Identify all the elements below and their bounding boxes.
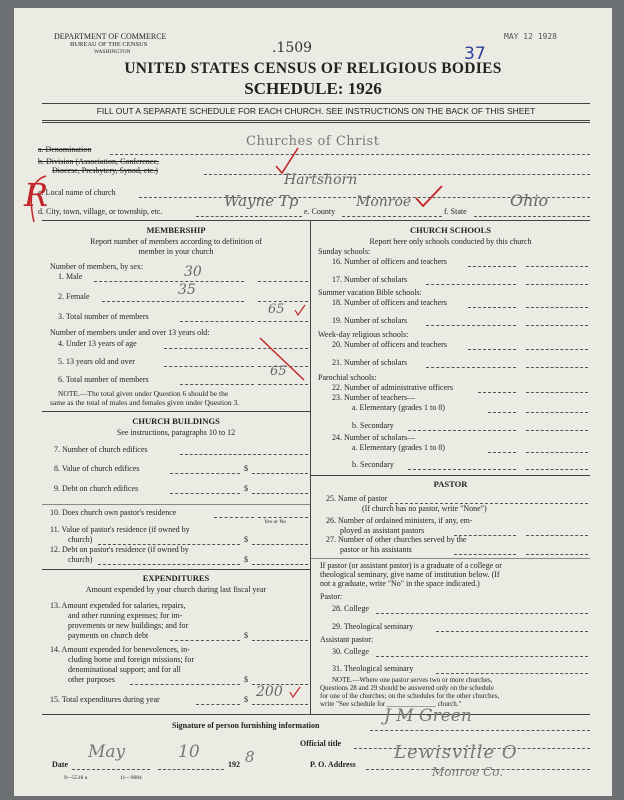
q17-label: 17. Number of scholars bbox=[332, 275, 408, 284]
q27-box-line bbox=[526, 554, 588, 555]
rule bbox=[42, 714, 590, 715]
q16-label: 16. Number of officers and teachers bbox=[332, 257, 447, 266]
schools-intro: Report here only schools conducted by this church bbox=[369, 237, 532, 246]
city-line bbox=[196, 216, 302, 217]
received-stamp: MAY 12 1928 bbox=[504, 32, 557, 41]
schedule-number: .1509 bbox=[272, 40, 313, 56]
q12-dollar: $ bbox=[244, 555, 248, 564]
q3-line bbox=[180, 321, 254, 322]
q22-line bbox=[478, 392, 516, 393]
county-line bbox=[342, 216, 442, 217]
q31-label: 31. Theological seminary bbox=[332, 664, 414, 673]
pastor-title: PASTOR bbox=[433, 479, 468, 489]
q29-line bbox=[436, 631, 588, 632]
q9-dollar: $ bbox=[244, 484, 248, 493]
q13-line bbox=[170, 640, 240, 641]
q30-label: 30. College bbox=[332, 647, 369, 656]
q21-line bbox=[426, 367, 516, 368]
q23-label: 23. Number of teachers— bbox=[332, 393, 416, 402]
q18-label: 18. Number of officers and teachers bbox=[332, 298, 447, 307]
margin-bracket-icon bbox=[20, 174, 50, 226]
q8-dollar: $ bbox=[244, 464, 248, 473]
pastor-note-4: write "See schedule for ______________ church." bbox=[320, 700, 462, 708]
signature-value[interactable]: J M Green bbox=[384, 706, 472, 726]
buildings-sub: See instructions, paragraphs 10 to 12 bbox=[116, 428, 236, 437]
rule bbox=[42, 122, 590, 123]
denomination-value[interactable]: Churches of Christ bbox=[246, 134, 380, 149]
q1-box-line bbox=[258, 281, 308, 282]
q13-line-4: payments on church debt bbox=[68, 631, 149, 640]
q14-line-4: other purposes bbox=[68, 675, 115, 684]
date-month[interactable]: May bbox=[88, 742, 126, 762]
q24b-label: b. Secondary bbox=[352, 460, 394, 469]
assistant-sub-heading: Assistant pastor: bbox=[320, 635, 374, 644]
form-subtitle: SCHEDULE: 1926 bbox=[244, 79, 382, 98]
q23a-label: a. Elementary (grades 1 to 8) bbox=[352, 403, 445, 412]
instruction-line: FILL OUT A SEPARATE SCHEDULE FOR EACH CHURCH. SEE INSTRUCTIONS ON THE BACK OF THIS SHEET bbox=[96, 106, 536, 116]
print-number: 11—9084 bbox=[120, 775, 142, 781]
q17-box-line bbox=[526, 284, 588, 285]
q15-dollar: $ bbox=[244, 695, 248, 704]
q10-line bbox=[214, 517, 254, 518]
q4-line bbox=[164, 348, 254, 349]
q23b-box-line bbox=[526, 430, 588, 431]
q6-label: 6. Total number of members bbox=[58, 375, 149, 384]
signature-label: Signature of person furnishing information bbox=[172, 721, 320, 730]
sunday-heading: Sunday schools: bbox=[318, 247, 371, 256]
q24-label: 24. Number of scholars— bbox=[332, 433, 416, 442]
buildings-title: CHURCH BUILDINGS bbox=[132, 416, 220, 426]
pastor-note-2: Questions 28 and 29 should be answered only on the schedule bbox=[320, 684, 494, 692]
pastor-note-1: NOTE.—Where one pastor serves two or more churches, bbox=[332, 676, 493, 684]
q8-label: 8. Value of church edifices bbox=[54, 464, 140, 473]
q23b-label: b. Secondary bbox=[352, 421, 394, 430]
bureau-name: BUREAU OF THE CENSUS bbox=[70, 41, 148, 48]
checkmark-icon bbox=[412, 184, 446, 210]
q3-value[interactable]: 65 bbox=[268, 302, 285, 317]
q8-box-line bbox=[252, 473, 308, 474]
q24a-label: a. Elementary (grades 1 to 8) bbox=[352, 443, 445, 452]
q13-line-2: and other running expenses; for im- bbox=[68, 611, 183, 620]
q14-line-1: 14. Amount expended for benevolences, in- bbox=[50, 645, 190, 654]
q26-label-1: 26. Number of ordained ministers, if any, em- bbox=[326, 516, 473, 525]
q13-box-line bbox=[252, 640, 308, 641]
q18-line bbox=[468, 307, 516, 308]
q4-label: 4. Under 13 years of age bbox=[58, 339, 137, 348]
q6-box-line bbox=[258, 384, 308, 385]
membership-title: MEMBERSHIP bbox=[146, 225, 206, 235]
q10-box-line bbox=[258, 517, 308, 518]
date-day-line bbox=[158, 769, 224, 770]
date-year-suffix[interactable]: 8 bbox=[245, 748, 255, 766]
q26-box-line bbox=[526, 535, 588, 536]
weekday-heading: Week-day religious schools: bbox=[318, 330, 409, 339]
q18-box-line bbox=[526, 307, 588, 308]
q31-line bbox=[436, 673, 588, 674]
q7-label: 7. Number of church edifices bbox=[54, 445, 148, 454]
q12-line bbox=[98, 564, 240, 565]
q12-label-1: 12. Debt on pastor's residence (if owned by bbox=[50, 545, 189, 554]
by-sex-label: Number of members, by sex: bbox=[50, 262, 144, 271]
local-name-value[interactable]: Hartshorn bbox=[284, 172, 358, 188]
margin-mark: R bbox=[24, 176, 49, 214]
date-year-prefix: 192 bbox=[228, 760, 240, 769]
q2-value[interactable]: 35 bbox=[178, 282, 196, 298]
q15-box-line bbox=[252, 704, 308, 705]
q22-label: 22. Number of administrative officers bbox=[332, 383, 453, 392]
graduate-note-2: theological seminary, give name of institution below. (If bbox=[320, 570, 500, 579]
date-label: Date bbox=[52, 760, 68, 769]
po-address-label: P. O. Address bbox=[310, 760, 356, 769]
pastor-note-3: for one of the churches; on the schedules for the other churches, bbox=[320, 692, 500, 700]
q24a-line bbox=[488, 452, 516, 453]
q15-line bbox=[196, 704, 240, 705]
q16-line bbox=[468, 266, 516, 267]
q3-box-line bbox=[258, 321, 308, 322]
form-number: 9—5518 a bbox=[64, 775, 88, 781]
division-label-1: b. Division (Association, Conference, bbox=[38, 157, 159, 166]
rule bbox=[311, 558, 590, 559]
dept-name: DEPARTMENT OF COMMERCE bbox=[54, 32, 167, 41]
q6-value[interactable]: 65 bbox=[270, 364, 287, 379]
graduate-note-1: If pastor (or assistant pastor) is a graduate of a college or bbox=[320, 561, 502, 570]
checkmark-icon bbox=[294, 304, 306, 316]
pastor-sub-heading: Pastor: bbox=[320, 592, 343, 601]
blue-number: 37 bbox=[464, 44, 486, 64]
q19-box-line bbox=[526, 325, 588, 326]
q1-line bbox=[94, 281, 244, 282]
po-address-value-2[interactable]: Monroe Co. bbox=[432, 765, 504, 779]
q10-label: 10. Does church own pastor's residence bbox=[50, 508, 177, 517]
q12-label-2: church) bbox=[68, 555, 93, 564]
official-title-label: Official title bbox=[300, 739, 342, 748]
column-divider bbox=[310, 220, 311, 714]
checkmark-icon bbox=[272, 146, 302, 174]
graduate-note-3: not a graduate, write "No" in the space indicated.) bbox=[320, 579, 480, 588]
signature-line bbox=[370, 730, 590, 731]
q9-line bbox=[170, 493, 240, 494]
rule bbox=[311, 475, 590, 476]
q7-box-line bbox=[258, 454, 308, 455]
membership-note-2: same as the total of males and females given under Question 3. bbox=[50, 398, 240, 407]
q14-line-3: denominational support; and for all bbox=[68, 665, 181, 674]
q11-label-2: church) bbox=[68, 535, 93, 544]
q30-line bbox=[376, 656, 588, 657]
q15-label: 15. Total expenditures during year bbox=[50, 695, 160, 704]
q1-label: 1. Male bbox=[58, 272, 83, 281]
expenditures-sub: Amount expended by your church during last fiscal year bbox=[85, 585, 267, 594]
q17-line bbox=[426, 284, 516, 285]
q27-line bbox=[454, 554, 516, 555]
rule bbox=[42, 569, 310, 570]
q13-dollar: $ bbox=[244, 631, 248, 640]
division-label-2: Diocese, Presbytery, Synod, etc.) bbox=[52, 166, 158, 175]
q11-dollar: $ bbox=[244, 535, 248, 544]
local-name-label: c. Local name of church bbox=[38, 188, 116, 197]
q20-box-line bbox=[526, 349, 588, 350]
date-month-line bbox=[72, 769, 150, 770]
q3-label: 3. Total number of members bbox=[58, 312, 149, 321]
rule bbox=[42, 504, 310, 505]
q8-line bbox=[170, 473, 240, 474]
q19-label: 19. Number of scholars bbox=[332, 316, 408, 325]
q27-label-2: pastor or his assistants bbox=[340, 545, 412, 554]
age-heading: Number of members under and over 13 years old: bbox=[50, 328, 210, 337]
q22-box-line bbox=[526, 392, 588, 393]
rule bbox=[42, 120, 590, 121]
rule bbox=[42, 103, 590, 104]
q25-label: 25. Name of pastor bbox=[326, 494, 388, 503]
state-line bbox=[474, 216, 590, 217]
q23b-line bbox=[408, 430, 516, 431]
expenditures-title: EXPENDITURES bbox=[142, 573, 210, 583]
state-label: f. State bbox=[444, 207, 467, 216]
q29-label: 29. Theological seminary bbox=[332, 622, 414, 631]
q12-box-line bbox=[252, 564, 308, 565]
q14-line-2: cluding home and foreign missions; for bbox=[68, 655, 194, 664]
q11-label-1: 11. Value of pastor's residence (if owned by bbox=[50, 525, 190, 534]
census-schedule-sheet bbox=[14, 8, 612, 796]
q2-label: 2. Female bbox=[58, 292, 90, 301]
county-value[interactable]: Monroe bbox=[356, 194, 412, 210]
q27-label-1: 27. Number of other churches served by the bbox=[326, 535, 467, 544]
rule bbox=[42, 411, 310, 412]
parochial-heading: Parochial schools: bbox=[318, 373, 377, 382]
schools-title: CHURCH SCHOOLS bbox=[410, 225, 491, 235]
q19-line bbox=[426, 325, 516, 326]
q26-label-2: ployed as assistant pastors bbox=[340, 526, 425, 535]
q5-label: 5. 13 years old and over bbox=[58, 357, 135, 366]
q15-value[interactable]: 200 bbox=[256, 684, 283, 700]
q7-line bbox=[180, 454, 256, 455]
denomination-line bbox=[110, 154, 590, 155]
bureau-city: WASHINGTON bbox=[94, 49, 131, 55]
q16-box-line bbox=[526, 266, 588, 267]
q6-line bbox=[180, 384, 254, 385]
division-line bbox=[204, 174, 590, 175]
q11-box-line bbox=[252, 544, 308, 545]
q23a-line bbox=[488, 412, 516, 413]
q24a-box-line bbox=[526, 452, 588, 453]
q24b-line bbox=[408, 469, 516, 470]
city-value[interactable]: Wayne Tp bbox=[224, 192, 299, 210]
county-label: e. County bbox=[304, 207, 336, 216]
membership-intro-1: Report number of members according to definition of bbox=[90, 237, 262, 246]
q21-label: 21. Number of scholars bbox=[332, 358, 408, 367]
q24b-box-line bbox=[526, 469, 588, 470]
q21-box-line bbox=[526, 367, 588, 368]
membership-intro-2: member in your church bbox=[138, 247, 214, 256]
membership-note-1: NOTE.—The total given under Question 6 should be the bbox=[58, 389, 229, 398]
q9-label: 9. Debt on church edifices bbox=[54, 484, 139, 493]
q1-value[interactable]: 30 bbox=[184, 264, 202, 280]
checkmark-icon bbox=[289, 686, 301, 698]
q13-line-1: 13. Amount expended for salaries, repairs, bbox=[50, 601, 186, 610]
q20-label: 20. Number of officers and teachers bbox=[332, 340, 447, 349]
state-value[interactable]: Ohio bbox=[510, 191, 549, 210]
q14-dollar: $ bbox=[244, 675, 248, 684]
yes-no-hint: Yes or No bbox=[264, 519, 287, 525]
q9-box-line bbox=[252, 493, 308, 494]
q20-line bbox=[468, 349, 516, 350]
q5-line bbox=[164, 366, 254, 367]
po-address-value[interactable]: Lewisville O bbox=[394, 742, 518, 763]
denomination-label: a. Denomination bbox=[38, 145, 92, 154]
q14-line bbox=[130, 684, 240, 685]
rule bbox=[42, 220, 590, 221]
summer-heading: Summer vacation Bible schools: bbox=[318, 288, 422, 297]
q13-line-3: provements or new buildings; and for bbox=[68, 621, 189, 630]
q28-label: 28. College bbox=[332, 604, 369, 613]
q28-line bbox=[376, 613, 588, 614]
date-day[interactable]: 10 bbox=[178, 742, 200, 762]
form-title: UNITED STATES CENSUS OF RELIGIOUS BODIES bbox=[124, 60, 502, 77]
q25-hint: (If church has no pastor, write "None") bbox=[362, 504, 487, 513]
q23a-box-line bbox=[526, 412, 588, 413]
q2-line bbox=[102, 301, 244, 302]
city-label: d. City, town, village, or township, etc. bbox=[38, 207, 163, 216]
